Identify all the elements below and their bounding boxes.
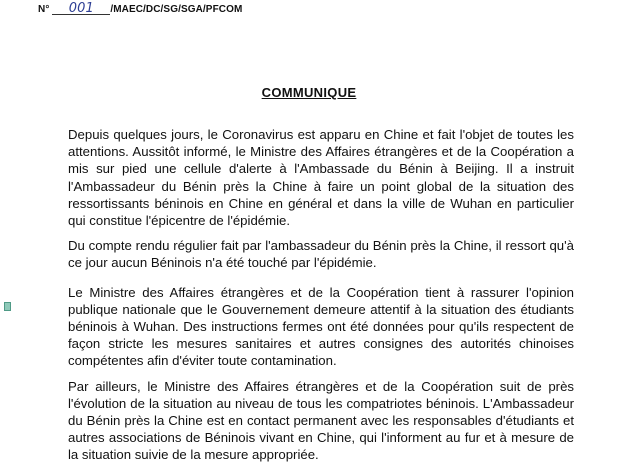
paragraph-2: Du compte rendu régulier fait par l'ambassadeur du Bénin près la Chine, il ressort qu'à ce jour aucun Béninois n'a été touché par l'épidémie. [68, 238, 574, 271]
reference-suffix: /MAEC/DC/SG/SGA/PFCOM [110, 4, 243, 15]
document-body [68, 126, 574, 472]
paragraph-4: Par ailleurs, le Ministre des Affaires étrangères et de la Coopération suit de près l'évolution de la situation au niveau de tous les compatriotes béninois. L'Ambassadeur du Bénin près la Chine est en contact permanent avec les responsables d'étudiants et autres associations de Béninois vivant en Chine, qui l'informent au fur et à mesure de la situation suivie de la mesure appropriée. [68, 378, 574, 463]
paragraph-1: Depuis quelques jours, le Coronavirus est apparu en Chine et fait l'objet de toutes les attentions. Aussitôt informé, le Ministre des Affaires étrangères et de la Coopération a mis sur pied une cellule d'alerte à l'Ambassade du Bénin à Beijing. Il a instruit l'Ambassadeur du Bénin près la Chine à faire un point global de la situation des ressortissants béninois en Chine en général et dans la ville de Wuhan en particulier qui constitue l'épicentre de l'épidémie. [68, 127, 574, 229]
margin-mark [4, 302, 11, 311]
document-title: COMMUNIQUE [261, 85, 357, 100]
paragraph-3: Le Ministre des Affaires étrangères et de la Coopération tient à rassurer l'opinion publique nationale que le Gouvernement demeure attentif à la situation des étudiants béninois à Wuhan. Des instructions fermes ont été données pour qu'ils respectent de façon stricte les mesures sanitaires et autres consignes des autorités chinoises compétentes afin d'éviter toute contamination. [68, 284, 574, 369]
title-block [0, 84, 618, 102]
reference-prefix: N° [38, 4, 50, 15]
reference-number: 001 [52, 4, 110, 15]
reference-line [38, 1, 243, 16]
